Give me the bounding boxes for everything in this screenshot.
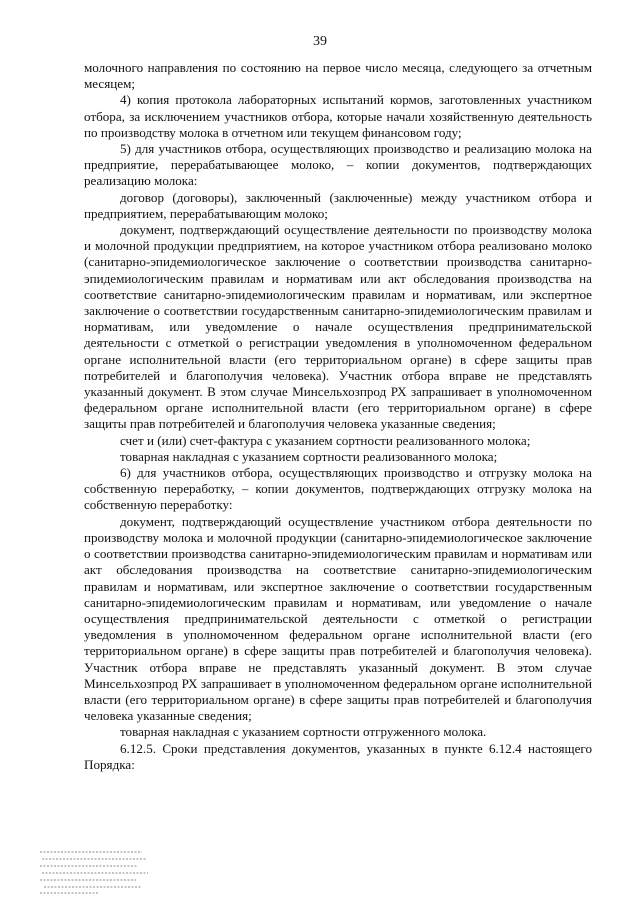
scan-stamp-mark (38, 846, 150, 896)
paragraph: товарная накладная с указанием сортности реализованного молока; (120, 448, 498, 464)
paragraph: договор (договоры), заключенный (заключенные) между участником отбора и предприятием, перерабатывающим молоко; (84, 189, 592, 221)
paragraph: документ, подтверждающий осуществление участником отбора деятельности по производству молока и молочной продукции (санитарно-эпидемиологическое заключение о соответствии производства санитарно-эпидемиологическим правилам и нормативам или акт обследования производства на соответствие санитарно-эпидемиологическим правилам и нормативам, или экспертное заключение о соответствии государственным санитарно-эпидемиологическим правилам и нормативам, или уведомление о начале осуществления предпринимательской деятельности с отметкой о регистрации уведомления в уполномоченном федеральном органе исполнительной власти (его территориальном органе) в сфере защиты прав потребителей и благополучия человека). Участник отбора вправе не представлять указанный документ. В этом случае Минсельхозпрод РХ запрашивает в уполномоченном федеральном органе исполнительной власти (его территориальном органе) в сфере защиты прав потребителей и благополучия человека указанные сведения; (84, 513, 592, 724)
paragraph: 6.12.5. Сроки представления документов, указанных в пункте 6.12.4 настоящего Порядка: (84, 740, 592, 772)
paragraph: товарная накладная с указанием сортности отгруженного молока. (120, 724, 487, 740)
paragraph: счет и (или) счет-фактура с указанием сортности реализованного молока; (120, 432, 531, 448)
page-number: 39 (313, 34, 327, 49)
paragraph: 4) копия протокола лабораторных испытаний кормов, заготовленных участником отбора, за исключением участников отбора, которые начали хозяйственную деятельность по производству молока в отчетном или текущем финансовом году; (84, 92, 592, 140)
document-body (84, 60, 592, 773)
paragraph: 5) для участников отбора, осуществляющих производство и реализацию молока на предприятие, перерабатывающее молоко, – копии документов, подтверждающих реализацию молока: (84, 141, 592, 189)
paragraph: 6) для участников отбора, осуществляющих производство и отгрузку молока на собственную переработку, – копии документов, подтверждающих отгрузку молока на собственную переработку: (84, 465, 592, 513)
paragraph: документ, подтверждающий осуществление деятельности по производству молока и молочной продукции предприятием, на которое участником отбора реализовано молоко (санитарно-эпидемиологическое заключение о соответствии производства санитарно-эпидемиологическим правилам и нормативам или акт обследования производства на соответствие санитарно-эпидемиологическим правилам и нормативам, или экспертное заключение о соответствии государственным санитарно-эпидемиологическим правилам и нормативам, или уведомление о начале осуществления предпринимательской деятельности с отметкой о регистрации уведомления в уполномоченном федеральном органе исполнительной власти (его территориальном органе) в сфере защиты прав потребителей и благополучия человека). Участник отбора вправе не представлять указанный документ. В этом случае Минсельхозпрод РХ запрашивает в уполномоченном федеральном органе исполнительной власти (его территориальном органе) в сфере защиты прав потребителей и благополучия человека указанные сведения; (84, 222, 592, 432)
paragraph: молочного направления по состоянию на первое число месяца, следующего за отчетным месяцем; (84, 60, 592, 92)
